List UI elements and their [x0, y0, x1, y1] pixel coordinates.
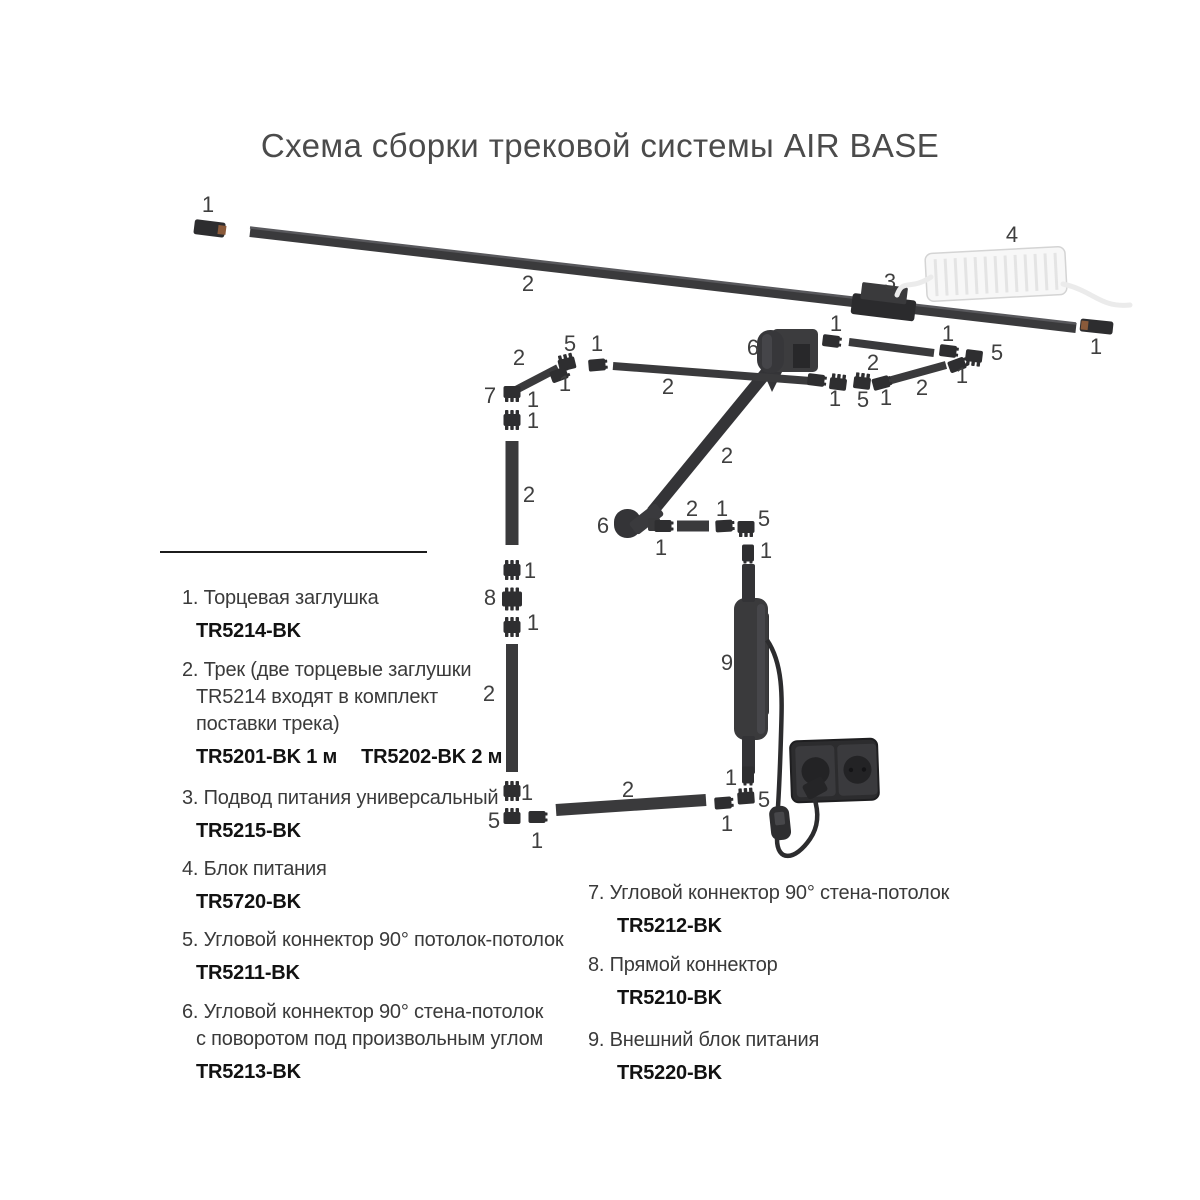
legend-item-name: 1. Торцевая заглушка: [182, 587, 379, 609]
callout-1: 1: [590, 331, 604, 356]
callout-1: 1: [715, 496, 729, 521]
legend-item-5: [182, 927, 563, 987]
legend-item-name: 9. Внешний блок питания: [588, 1029, 820, 1051]
callout-1: 1: [523, 558, 537, 583]
legend-item-code: TR5211-BK: [196, 962, 300, 984]
connector: [529, 811, 548, 823]
callout-6: 6: [596, 513, 610, 538]
connector: [738, 521, 755, 537]
connector: [742, 545, 754, 564]
end-cap-right: [1079, 318, 1113, 334]
legend-item-3: [182, 785, 501, 845]
callout-1: 1: [201, 192, 215, 217]
callout-1: 1: [526, 408, 540, 433]
legend-item-code: TR5720-BK: [196, 891, 301, 913]
connector: [504, 386, 521, 402]
legend-divider: [160, 551, 427, 553]
legend-item-2: [182, 657, 526, 771]
psu-cable-right: [1063, 284, 1130, 305]
page-title: Схема сборки трековой системы AIR BASE: [260, 127, 940, 164]
external-psu-9: [734, 564, 769, 774]
callout-1: 1: [829, 311, 843, 336]
legend-item-name: 6. Угловой коннектор 90° стена-потолок: [182, 1001, 544, 1023]
connector: [822, 334, 842, 348]
end-cap-left: [193, 219, 227, 238]
connector: [504, 781, 521, 801]
inline-switch: [768, 805, 791, 841]
callout-2: 2: [522, 482, 536, 507]
connector: [504, 617, 521, 637]
power-cord-upper: [767, 640, 782, 807]
legend-item-code: TR5201-BK 1 м TR5202-BK 2 м: [196, 746, 503, 768]
callout-1: 1: [520, 780, 534, 805]
connector: [655, 520, 674, 532]
callout-7: 7: [483, 383, 497, 408]
connector: [742, 767, 754, 786]
callout-2: 2: [521, 271, 535, 296]
wall-outlet: [790, 739, 879, 803]
callout-2: 2: [685, 496, 699, 521]
connector: [714, 796, 734, 809]
legend-item-name: поставки трека): [196, 713, 340, 735]
callout-1: 1: [720, 811, 734, 836]
legend-item-8: [588, 952, 778, 1012]
connector: [737, 787, 755, 804]
callout-1: 1: [558, 371, 572, 396]
legend-item-code: TR5214-BK: [196, 620, 301, 642]
connector: [504, 560, 521, 580]
connector: [502, 588, 522, 611]
legend-item-name: 3. Подвод питания универсальный: [182, 787, 499, 809]
power-supply-4: [897, 246, 1130, 305]
callout-5: 5: [990, 340, 1004, 365]
legend-item-name: с поворотом под произвольным углом: [196, 1028, 544, 1050]
callout-1: 1: [941, 321, 955, 346]
legend-item-1: [182, 585, 379, 645]
callout-2: 2: [915, 375, 929, 400]
legend-item-7: [588, 880, 949, 940]
callout-5: 5: [487, 808, 501, 833]
callout-4: 4: [1005, 222, 1019, 247]
callout-3: 3: [883, 269, 897, 294]
callout-2: 2: [512, 345, 526, 370]
callout-2: 2: [866, 350, 880, 375]
callout-5: 5: [757, 506, 771, 531]
callout-1: 1: [1089, 334, 1103, 359]
legend-item-name: 7. Угловой коннектор 90° стена-потолок: [588, 882, 950, 904]
legend-item-code: TR5213-BK: [196, 1061, 301, 1083]
legend-item-4: [182, 856, 327, 916]
callout-1: 1: [530, 828, 544, 853]
callout-1: 1: [654, 535, 668, 560]
track-segments: [506, 342, 947, 810]
swivel-arm-6: [652, 329, 818, 512]
callout-2: 2: [482, 681, 496, 706]
legend-item-code: TR5212-BK: [617, 915, 722, 937]
legend-item-name: 4. Блок питания: [182, 858, 327, 880]
connector: [588, 358, 608, 372]
callout-5: 5: [563, 331, 577, 356]
legend-item-name: 8. Прямой коннектор: [588, 954, 778, 976]
callout-8: 8: [483, 585, 497, 610]
callout-2: 2: [720, 443, 734, 468]
connector: [504, 808, 521, 824]
connector: [504, 410, 521, 430]
callout-1: 1: [526, 610, 540, 635]
legend-item-code: TR5220-BK: [617, 1062, 722, 1084]
connector: [715, 519, 735, 532]
legend-item-code: TR5215-BK: [196, 820, 301, 842]
callout-6: 6: [746, 335, 760, 360]
legend-item-name: TR5214 входят в комплект: [196, 686, 438, 708]
callout-1: 1: [724, 765, 738, 790]
callout-1: 1: [526, 387, 540, 412]
legend-item-name: 5. Угловой коннектор 90° потолок-потолок: [182, 929, 564, 951]
legend-item-name: 2. Трек (две торцевые заглушки: [182, 659, 472, 681]
callout-5: 5: [856, 387, 870, 412]
callout-9: 9: [720, 650, 734, 675]
callout-1: 1: [828, 386, 842, 411]
callout-1: 1: [759, 538, 773, 563]
legend-item-9: [588, 1027, 819, 1087]
legend-item-6: [182, 999, 543, 1086]
callout-2: 2: [661, 374, 675, 399]
callout-1: 1: [879, 385, 893, 410]
callout-1: 1: [955, 363, 969, 388]
callout-5: 5: [757, 787, 771, 812]
connector: [807, 373, 827, 387]
connector: [939, 344, 959, 358]
legend-item-code: TR5210-BK: [617, 987, 722, 1009]
callout-2: 2: [621, 777, 635, 802]
